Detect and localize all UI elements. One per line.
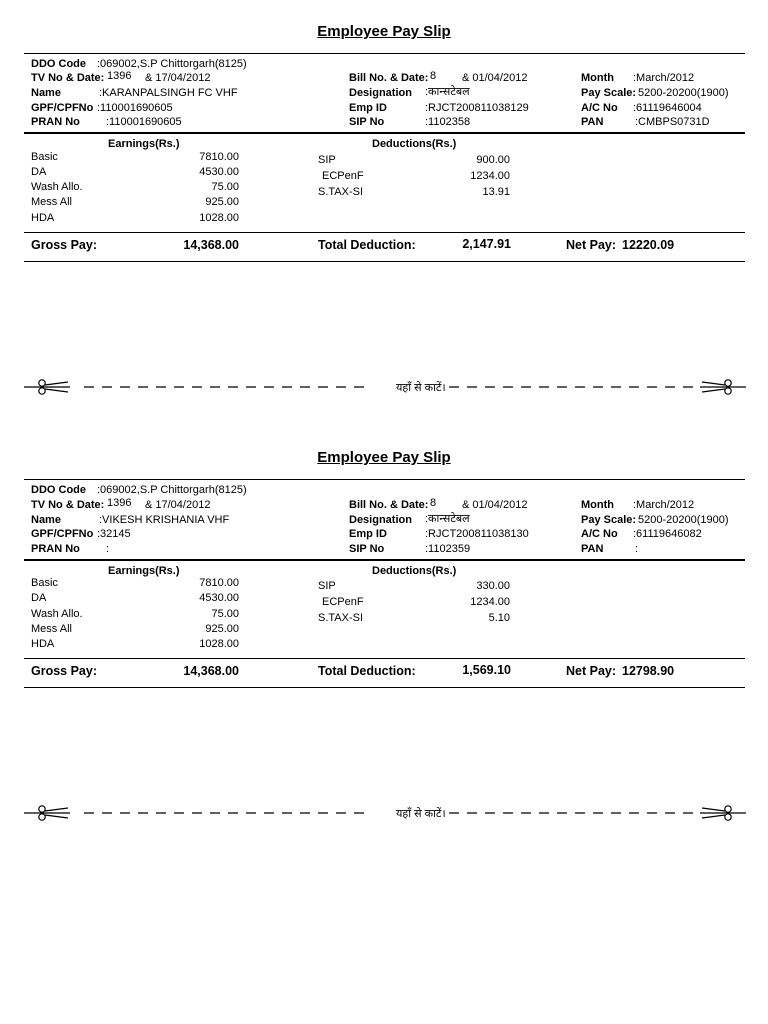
cut-line: [24, 377, 746, 397]
divider: [24, 132, 745, 134]
gpf-value: :110001690605: [97, 102, 173, 114]
cut-line-graphic: [24, 377, 746, 397]
earning-label: Wash Allo.: [31, 181, 83, 193]
pan-label: PAN: [581, 116, 604, 128]
tv-no-value: 1396: [107, 497, 132, 509]
gpf-value: :32145: [97, 528, 131, 540]
deduction-label: S.TAX-SI: [318, 186, 364, 198]
month-value: :March/2012: [633, 72, 695, 84]
pran-label: PRAN No: [31, 116, 80, 128]
sip-no-label: SIP No: [349, 116, 385, 128]
earning-label: DA: [31, 166, 47, 178]
name-label: Name: [31, 514, 61, 526]
total-deduction-value: 1,569.10: [462, 663, 511, 677]
designation-label: Designation: [349, 87, 412, 99]
pan-value: :CMBPS0731D: [635, 116, 710, 128]
cut-here-label: यहाँ से काटें।: [396, 808, 446, 820]
divider: [24, 53, 745, 54]
deduction-value: 1234.00: [470, 170, 510, 182]
emp-id-value: :RJCT200811038130: [425, 528, 529, 540]
divider: [24, 261, 745, 262]
earning-label: HDA: [31, 212, 55, 224]
name-label: Name: [31, 87, 61, 99]
earning-value: 4530.00: [199, 592, 239, 604]
month-value: :March/2012: [633, 499, 695, 511]
total-deduction-label: Total Deduction:: [318, 238, 416, 252]
divider: [24, 687, 745, 688]
earning-value: 7810.00: [199, 151, 239, 163]
divider: [24, 559, 745, 561]
designation-value: :कान्सटेबल: [425, 513, 470, 525]
slip-title: Employee Pay Slip: [317, 23, 451, 40]
total-deduction-label: Total Deduction:: [318, 664, 416, 678]
slip-title: Employee Pay Slip: [317, 449, 451, 466]
earning-label: Basic: [31, 151, 58, 163]
earning-label: Basic: [31, 577, 58, 589]
deduction-value: 330.00: [476, 580, 510, 592]
tv-label: TV No & Date:: [31, 499, 105, 511]
pay-scale-label: Pay Scale:: [581, 87, 637, 99]
earning-value: 75.00: [211, 181, 239, 193]
pran-value: :110001690605: [106, 116, 182, 128]
bill-no-value: 8: [430, 497, 437, 509]
emp-id-label: Emp ID: [349, 102, 387, 114]
ddo-code-label: DDO Code: [31, 58, 86, 70]
earning-value: 75.00: [211, 608, 239, 620]
net-pay-value: 12798.90: [622, 664, 675, 678]
pan-label: PAN: [581, 543, 604, 555]
deduction-value: 5.10: [488, 612, 510, 624]
deductions-header: Deductions(Rs.): [372, 138, 457, 150]
pan-value: :: [635, 543, 639, 555]
bill-label: Bill No. & Date:: [349, 72, 429, 84]
net-pay-value: 12220.09: [622, 238, 675, 252]
deduction-label: SIP: [318, 154, 336, 166]
total-deduction-value: 2,147.91: [462, 237, 511, 251]
ac-no-label: A/C No: [581, 102, 618, 114]
ac-no-value: :61119646082: [633, 528, 702, 540]
sip-no-value: :1102359: [425, 543, 471, 555]
ddo-code-value: :069002,S.P Chittorgarh(8125): [97, 484, 247, 496]
cut-line-graphic: [24, 803, 746, 823]
name-value: :VIKESH KRISHANIA VHF: [99, 514, 230, 526]
tv-date-value: & 17/04/2012: [145, 499, 211, 511]
name-value: :KARANPALSINGH FC VHF: [99, 87, 238, 99]
pran-value: :: [106, 543, 110, 555]
cut-line: [24, 803, 746, 823]
earning-label: Mess All: [31, 623, 72, 635]
designation-label: Designation: [349, 514, 412, 526]
tv-label: TV No & Date:: [31, 72, 105, 84]
ac-no-label: A/C No: [581, 528, 618, 540]
deduction-label: S.TAX-SI: [318, 612, 364, 624]
scissors-icon: [700, 380, 746, 394]
earning-value: 7810.00: [199, 577, 239, 589]
emp-id-label: Emp ID: [349, 528, 387, 540]
sip-no-value: :1102358: [425, 116, 471, 128]
designation-value: :कान्सटेबल: [425, 86, 470, 98]
deduction-value: 1234.00: [470, 596, 510, 608]
sip-no-label: SIP No: [349, 543, 385, 555]
earning-value: 925.00: [205, 196, 239, 208]
earning-label: HDA: [31, 638, 55, 650]
scissors-icon: [700, 806, 746, 820]
earning-value: 925.00: [205, 623, 239, 635]
deductions-header: Deductions(Rs.): [372, 565, 457, 577]
month-label: Month: [581, 499, 614, 511]
deduction-label: ECPenF: [322, 170, 364, 182]
pay-scale-label: Pay Scale:: [581, 514, 637, 526]
ac-no-value: :61119646004: [633, 102, 702, 114]
scissors-icon: [24, 380, 70, 394]
deduction-value: 900.00: [476, 154, 510, 166]
earning-value: 4530.00: [199, 166, 239, 178]
net-pay-label: Net Pay:: [566, 664, 617, 678]
ddo-code-label: DDO Code: [31, 484, 86, 496]
pay-scale-value: 5200-20200(1900): [638, 514, 729, 526]
earning-value: 1028.00: [199, 638, 239, 650]
gpf-label: GPF/CPFNo: [31, 528, 94, 540]
earning-value: 1028.00: [199, 212, 239, 224]
emp-id-value: :RJCT200811038129: [425, 102, 529, 114]
pay-scale-value: 5200-20200(1900): [638, 87, 729, 99]
bill-date-value: & 01/04/2012: [462, 499, 528, 511]
gpf-label: GPF/CPFNo: [31, 102, 94, 114]
earning-label: Wash Allo.: [31, 608, 83, 620]
divider: [24, 658, 745, 659]
earnings-header: Earnings(Rs.): [108, 138, 180, 150]
pran-label: PRAN No: [31, 543, 80, 555]
deduction-value: 13.91: [482, 186, 510, 198]
scissors-icon: [24, 806, 70, 820]
ddo-code-value: :069002,S.P Chittorgarh(8125): [97, 58, 247, 70]
bill-label: Bill No. & Date:: [349, 499, 429, 511]
bill-date-value: & 01/04/2012: [462, 72, 528, 84]
tv-no-value: 1396: [107, 70, 132, 82]
gross-pay-value: 14,368.00: [183, 238, 239, 252]
gross-pay-label: Gross Pay:: [31, 238, 98, 252]
tv-date-value: & 17/04/2012: [145, 72, 211, 84]
month-label: Month: [581, 72, 614, 84]
deduction-label: SIP: [318, 580, 336, 592]
gross-pay-value: 14,368.00: [183, 664, 239, 678]
earning-label: Mess All: [31, 196, 72, 208]
divider: [24, 232, 745, 233]
cut-here-label: यहाँ से काटें।: [396, 382, 446, 394]
deduction-label: ECPenF: [322, 596, 364, 608]
divider: [24, 479, 745, 480]
earnings-header: Earnings(Rs.): [108, 565, 180, 577]
bill-no-value: 8: [430, 70, 437, 82]
earning-label: DA: [31, 592, 47, 604]
net-pay-label: Net Pay:: [566, 238, 617, 252]
gross-pay-label: Gross Pay:: [31, 664, 98, 678]
